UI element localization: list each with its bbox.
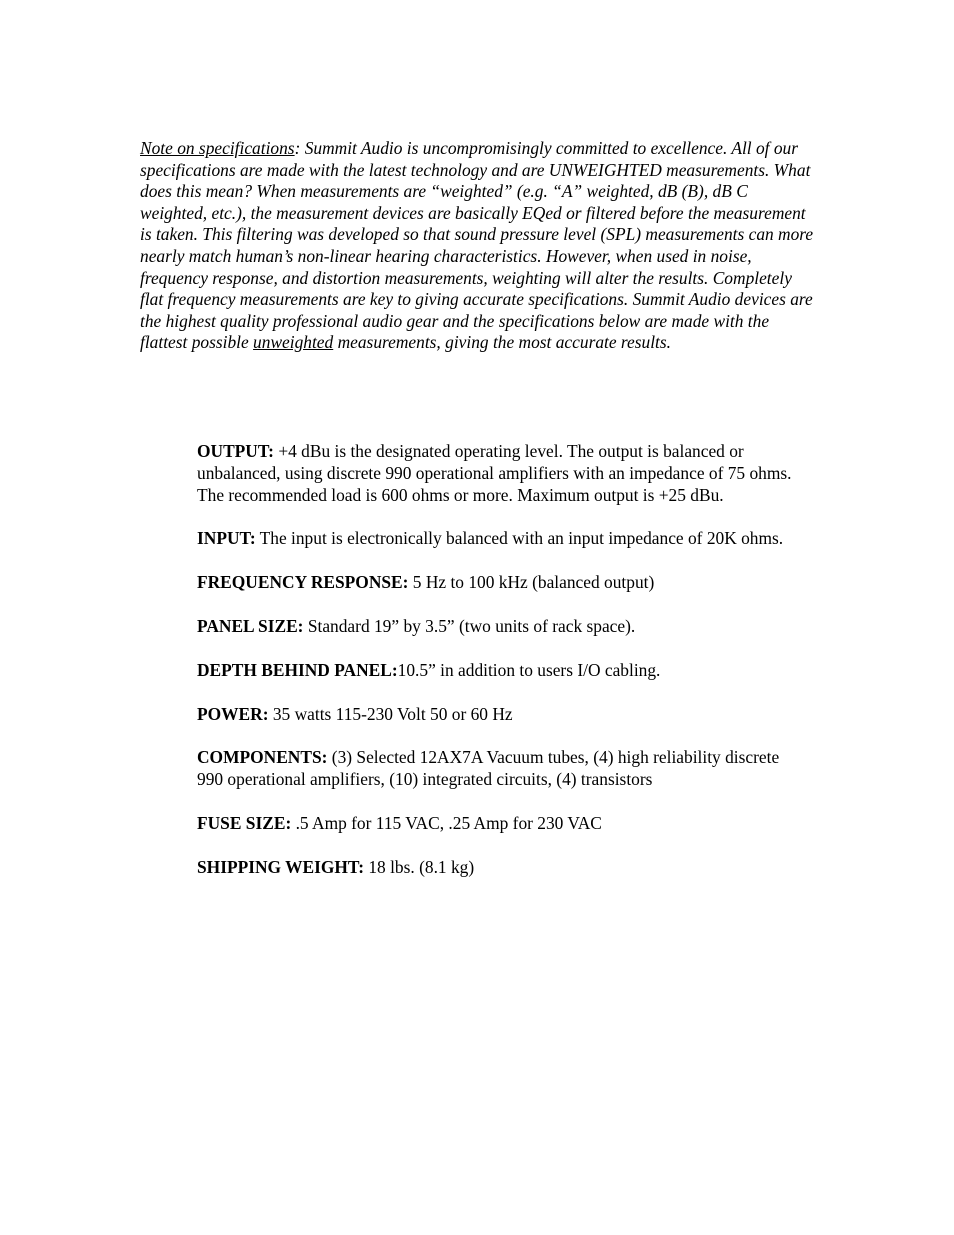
- spec-value: 18 lbs. (8.1 kg): [364, 856, 475, 877]
- spec-panel-size: [197, 616, 807, 638]
- spec-value: 10.5” in addition to users I/O cabling.: [397, 659, 661, 680]
- spec-label: POWER:: [197, 703, 269, 724]
- spec-value: 5 Hz to 100 kHz (balanced output): [408, 572, 655, 593]
- note-heading: Note on specifications: [140, 138, 295, 158]
- spec-input: [197, 528, 807, 550]
- spec-label: SHIPPING WEIGHT:: [197, 856, 365, 877]
- spec-fuse-size: [197, 813, 807, 835]
- spec-value: +4 dBu is the designated operating level. The output is balanced or unbalanced, using discrete 990 operational amplifiers with an impedance of 75 ohms. The recommended load is 600 ohms or more. Maximum output is +25 dBu.: [197, 441, 792, 505]
- spec-value: .5 Amp for 115 VAC, .25 Amp for 230 VAC: [291, 812, 602, 833]
- note-lead-text: : Summit Audio is uncompromisingly committed to excellence. All of our specifications are made with the latest technology and are UNWEIGHTED measurements. What does this mean? When measurements are “weighted” (e.g. “A” weighted, dB (B), dB C weighted, etc.), the measurement devices are basically EQed or filtered before the measurement is taken. This filtering was developed so that sound pressure level (SPL) measurements can more nearly match human’s non-linear hearing characteristics. However, when used in noise, frequency response, and distortion measurements, weighting will alter the results. Completely flat frequency measurements are key to giving accurate specifications. Summit Audio devices are the highest quality professional audio gear and the specifications below are made with the flattest possible: [140, 138, 814, 353]
- spec-label: INPUT:: [197, 528, 256, 549]
- spec-power: [197, 704, 807, 726]
- spec-output: [197, 441, 807, 506]
- spec-components: [197, 747, 807, 791]
- note-emphasis: unweighted: [253, 332, 334, 353]
- note-tail-text: measurements, giving the most accurate results.: [333, 332, 672, 353]
- spec-label: FUSE SIZE:: [197, 812, 292, 833]
- spec-value: Standard 19” by 3.5” (two units of rack space).: [303, 615, 636, 636]
- spec-shipping-weight: [197, 857, 807, 879]
- spec-label: PANEL SIZE:: [197, 615, 304, 636]
- spec-label: OUTPUT:: [197, 441, 274, 461]
- spec-value: The input is electronically balanced with an input impedance of 20K ohms.: [255, 528, 784, 549]
- spec-label: DEPTH BEHIND PANEL:: [197, 659, 398, 680]
- spec-label: FREQUENCY RESPONSE:: [197, 572, 409, 593]
- specifications-note: [140, 138, 815, 354]
- spec-frequency-response: [197, 572, 807, 594]
- specifications-list: [197, 441, 807, 901]
- spec-depth-behind-panel: [197, 660, 807, 682]
- spec-label: COMPONENTS:: [197, 747, 328, 768]
- spec-value: 35 watts 115-230 Volt 50 or 60 Hz: [268, 703, 513, 724]
- spec-value: (3) Selected 12AX7A Vacuum tubes, (4) high reliability discrete 990 operational amplifiers, (10) integrated circuits, (4) transistors: [197, 747, 780, 790]
